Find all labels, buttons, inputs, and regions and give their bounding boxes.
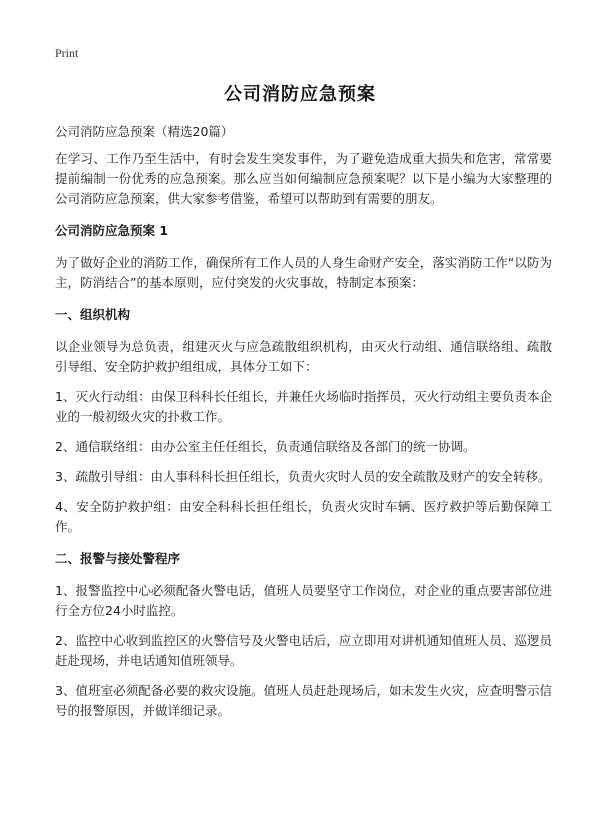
paragraph-organization: 以企业领导为总负责，组建灭火与应急疏散组织机构，由灭火行动组、通信联络组、疏散引导组、安全防护救护组组成，具体分工如下： bbox=[55, 339, 552, 374]
section-intro-paragraph: 为了做好企业的消防工作，确保所有工作人员的人身生命财产安全，落实消防工作“以防为主，防消结合”的基本原则，应付突发的火灾事故，特制定本预案： bbox=[55, 255, 552, 290]
paragraph-rescue-team: 4、安全防护救护组：由安全科科长担任组长，负责火灾时车辆、医疗救护等后勤保障工作。 bbox=[55, 499, 552, 534]
intro-paragraph: 在学习、工作乃至生活中，有时会发生突发事件，为了避免造成重大损失和危害，常常要提前编制一份优秀的应急预案。那么应当如何编制应急预案呢？以下是小编为大家整理的公司消防应急预案，供大家参考借鉴，希望可以帮助到有需要的朋友。 bbox=[55, 151, 552, 206]
print-link[interactable]: Print bbox=[55, 46, 79, 60]
paragraph-evacuation-team: 3、疏散引导组：由人事科科长担任组长，负责火灾时人员的安全疏散及财产的安全转移。 bbox=[55, 469, 551, 484]
paragraph-communication-team: 2、通信联络组：由办公室主任任组长，负责通信联络及各部门的统一协调。 bbox=[55, 439, 476, 454]
document-content bbox=[55, 123, 552, 731]
page-title: 公司消防应急预案 bbox=[224, 84, 376, 105]
heading-organization: 一、组织机构 bbox=[55, 307, 131, 322]
paragraph-alarm-1: 1、报警监控中心必须配备火警电话，值班人员要坚守工作岗位，对企业的重点要害部位进行全方位24小时监控。 bbox=[55, 583, 552, 618]
document-subtitle: 公司消防应急预案（精选20篇） bbox=[55, 124, 234, 139]
heading-alarm-procedure: 二、报警与接处警程序 bbox=[55, 551, 181, 566]
section-title: 公司消防应急预案 1 bbox=[55, 223, 169, 238]
paragraph-alarm-2: 2、监控中心收到监控区的火警信号及火警电话后，应立即用对讲机通知值班人员、巡逻员赶赴现场，并电话通知值班领导。 bbox=[55, 633, 552, 668]
paragraph-fire-fighting-team: 1、灭火行动组：由保卫科科长任组长，并兼任火场临时指挥员，灭火行动组主要负责本企业的一般初级火灾的扑救工作。 bbox=[55, 389, 552, 424]
paragraph-alarm-3: 3、值班室必须配备必要的救灾设施。值班人员赶赴现场后，如未发生火灾，应查明警示信号的报警原因，并做详细记录。 bbox=[55, 683, 552, 718]
